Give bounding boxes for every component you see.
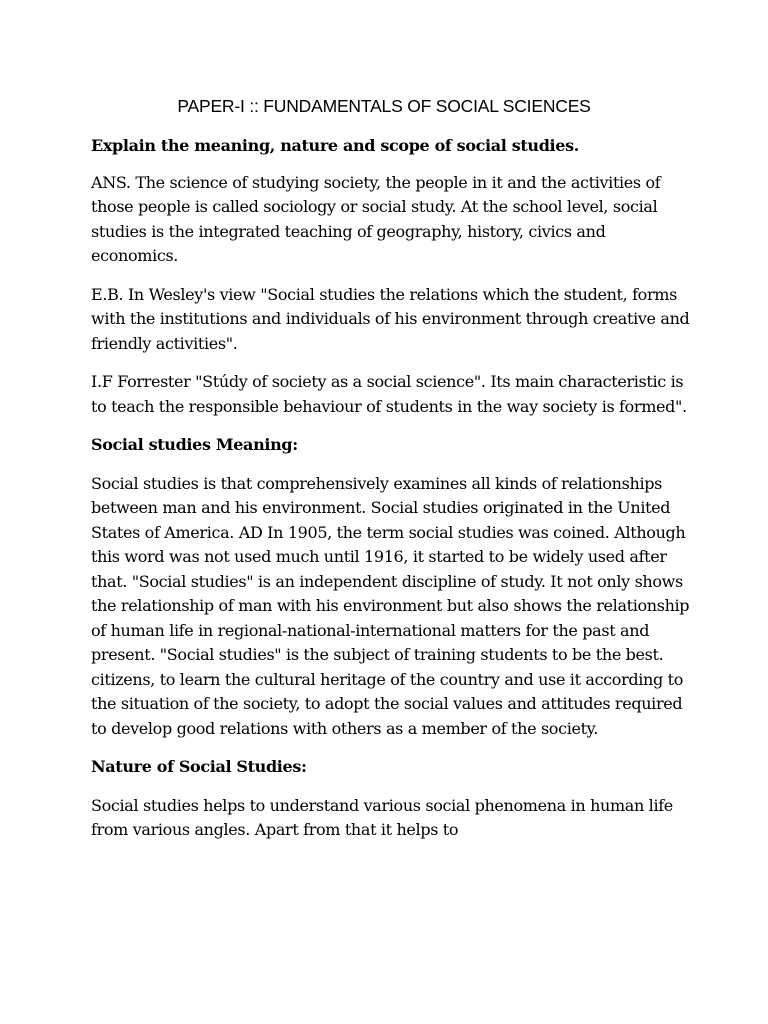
- wesley-view-paragraph: E.B. In Wesley's view "Social studies the relations which the student, forms with the institutions and individuals of his environment through creative and friendly activities".: [91, 284, 690, 353]
- paper-title: PAPER-I :: FUNDAMENTALS OF SOCIAL SCIENCES: [177, 96, 591, 116]
- meaning-heading: Social studies Meaning:: [91, 435, 298, 454]
- nature-paragraph: Social studies helps to understand various social phenomena in human life from various angles. Apart from that it helps to: [91, 795, 673, 839]
- question-heading: Explain the meaning, nature and scope of social studies.: [91, 136, 579, 155]
- forrester-view-paragraph: I.F Forrester "Stúdy of society as a social science". Its main characteristic is to teach the responsible behaviour of students in the way society is formed".: [91, 372, 687, 416]
- meaning-paragraph: Social studies is that comprehensively examines all kinds of relationships between man and his environment. Social studies originated in the United States of America. AD In 1905, the term social studies was coined. Although this word was not used much until 1916, it started to be widely used after that. "Social studies" is an independent discipline of study. It not only shows the relationship of man with his environment but also shows the relationship of human life in regional-national-international matters for the past and present. "Social studies" is the subject of training students to be the best. citizens, to learn the cultural heritage of the country and use it according to the situation of the society, to adopt the social values and attitudes required to develop good relations with others as a member of the society.: [91, 473, 690, 738]
- answer-intro-paragraph: ANS. The science of studying society, the people in it and the activities of those people is called sociology or social study. At the school level, social studies is the integrated teaching of geography, history, civics and economics.: [91, 172, 661, 265]
- document-body: [91, 134, 691, 857]
- nature-heading: Nature of Social Studies:: [91, 757, 307, 776]
